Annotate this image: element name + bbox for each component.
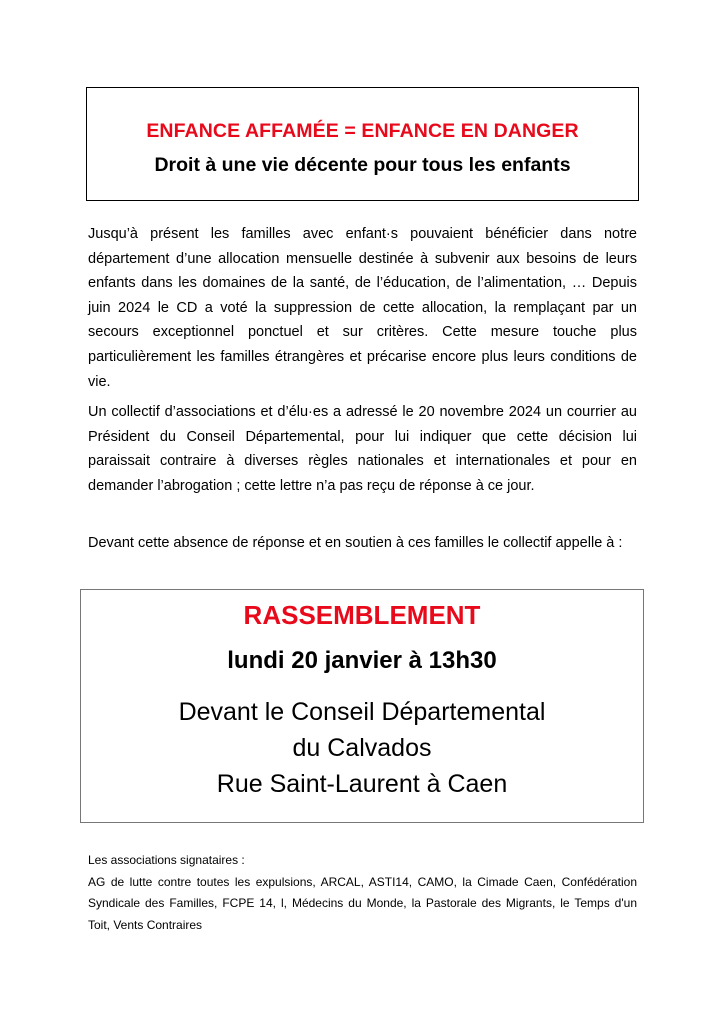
event-place-line-3: Rue Saint-Laurent à Caen [216, 770, 508, 798]
event-place-line-2: du Calvados [292, 734, 432, 762]
signatories-heading: Les associations signataires : [88, 853, 245, 867]
paragraph-intro: Jusqu’à présent les familles avec enfant·s pouvaient bénéficier dans notre département d’une allocation mensuelle destinée à subvenir aux besoins de leurs enfants dans les domaines de la santé, de l’éducation, de l’alimentation, … Depuis juin 2024 le CD a voté la suppression de cette allocation, la remplaçant par un secours exceptionnel ponctuel et sur critères. Cette mesure touche plus particulièrement les familles étrangères et précarise encore plus leurs conditions de vie. [88, 226, 637, 390]
event-place-line-1: Devant le Conseil Départemental [178, 698, 546, 726]
signatories-list: AG de lutte contre toutes les expulsions, ARCAL, ASTI14, CAMO, la Cimade Caen, Confédération Syndicale des Familles, FCPE 14, l, Médecins du Monde, la Pastorale des Migrants, le Temps d'un Toit, Vents Contraires [88, 874, 637, 932]
event-place [81, 694, 643, 802]
paragraph-call: Devant cette absence de réponse et en soutien à ces familles le collectif appelle à : [88, 535, 623, 551]
event-title: RASSEMBLEMENT [243, 600, 481, 630]
paragraph-collective: Un collectif d’associations et d’élu·es a adressé le 20 novembre 2024 un courrier au Président du Conseil Départemental, pour lui indiquer que cette décision lui paraissait contraire à diverses règles nationales et internationales et pour en demander l’abrogation ; cette lettre n’a pas reçu de réponse à ce jour. [88, 404, 637, 494]
header-title: ENFANCE AFFAMÉE = ENFANCE EN DANGER [146, 120, 579, 142]
event-box [80, 589, 644, 823]
header-subtitle: Droit à une vie décente pour tous les enfants [154, 154, 571, 176]
event-date: lundi 20 janvier à 13h30 [227, 647, 497, 674]
signatories [88, 850, 637, 936]
header-box [86, 87, 639, 201]
